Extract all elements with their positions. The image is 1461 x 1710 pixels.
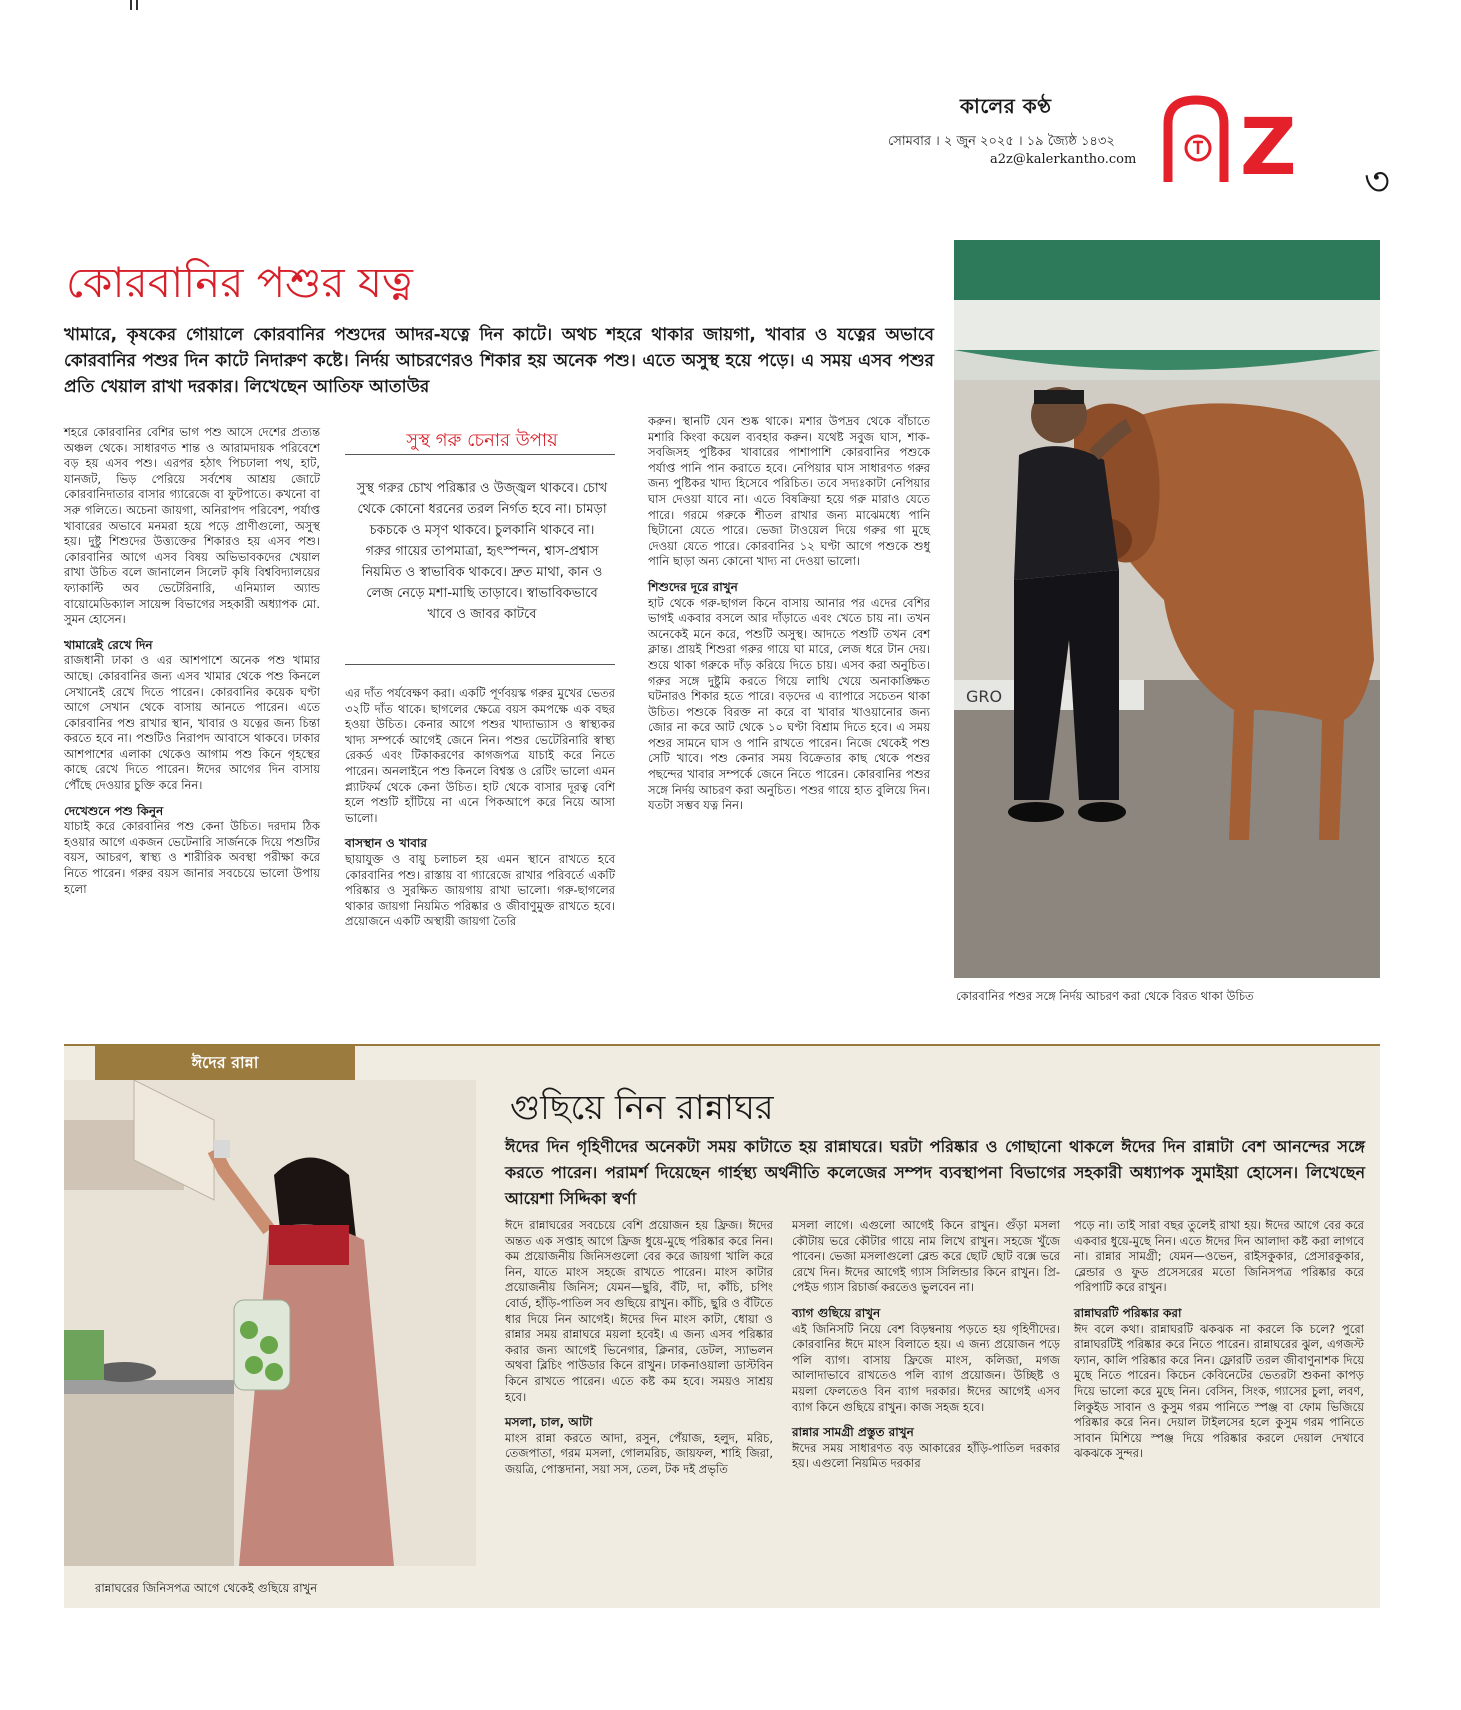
cow-photo-caption: কোরবানির পশুর সঙ্গে নির্দয় আচরণ করা থেকে বিরত থাকা উচিত <box>956 989 1254 1003</box>
article2-intro-text: ঈদের দিন গৃহিণীদের অনেকটা সময় কাটাতে হয় রান্নাঘরে। ঘরটা পরিষ্কার ও গোছানো থাকলে ঈদের দিন রান্নাটা বেশ আনন্দের সঙ্গে করতে পারেন। পরামর্শ দিয়েছেন গার্হস্থ্য অর্থনীতি কলেজের সম্পদ ব্যবস্থাপনা বিভাগের সহকারী অধ্যাপক <box>505 1137 1365 1182</box>
sidebar-box-text: সুস্থ গরুর চোখ পরিষ্কার ও উজ্জ্বল থাকবে। চোখ থেকে কোনো ধরনের তরল নির্গত হবে না। চামড়া চকচকে ও মসৃণ থাকবে। চুলকানি থাকবে না। গরুর গায়ের তাপমাত্রা, হৃৎস্পন্দন, শ্বাস-প্রশ্বাস নিয়মিত ও স্বাভাবিক থাকবে। দ্রুত মাথা, কান ও লেজ নেড়ে মশা-মাছি তাড়াবে। স্বাভাবিকভাবে খাবে ও জাবর কাটবে <box>356 481 608 622</box>
article1-col3-subhead1: শিশুদের দূরে রাখুন <box>648 579 738 594</box>
article2-writer-prefix: । লিখেছেন <box>1292 1163 1366 1182</box>
article2-col1-subhead1: মসলা, চাল, আটা <box>505 1415 593 1430</box>
article2-col2-para3: ঈদের সময় সাধারণত বড় আকারের হাঁড়ি-পাতিল দরকার হয়। এগুলো নিয়মিত দরকার <box>792 1440 1060 1471</box>
article2-col1-para1: ঈদে রান্নাঘরের সবচেয়ে বেশি প্রয়োজন হয় ফ্রিজ। ঈদের অন্তত এক সপ্তাহ আগে ফ্রিজ ধুয়ে-মুছে পরিষ্কার করে নিন। কম প্রয়োজনীয় জিনিসগুলো বের করে জায়গা খালি করে নিন, যাতে মাংস সহজে রাখতে পারেন। মাংস কাটার প্রয়োজনীয় জিনিস; যেমন—ছুরি, বঁটি, দা, কাঁচি, চপিং বোর্ড, হাঁড়ি-পাতিল সব গুছিয়ে রাখুন। কাঁচি, ছুরি ও বঁটিতে ধার দিয়ে নিন আগেই। ঈদের দিন মাংস কাটা, ধোয়া ও রান্নার সময় রান্নাঘরে ময়লা হবেই। এ জন্য এসব পরিষ্কার করার জন্য আগেই ভিনেগার, ক্লিনার, ডেটল, স্যাভলন অথবা ব্লিচিং পাউডার কিনে রাখুন। ঢাকনাওয়ালা ডাস্টবিন কিনে রাখতে পারেন। এতে কষ্ট কম হবে। সময়ও সাশ্রয় হবে। <box>505 1218 773 1404</box>
article1-col3-para1: করুন। স্থানটি যেন শুষ্ক থাকে। মশার উপদ্রব থেকে বাঁচাতে মশারি কিংবা কয়েল ব্যবহার করুন। যথেষ্ট সবুজ ঘাস, শাক-সবজিসহ পুষ্টিকর খাবারের পাশাপাশি কোরবানির পশুকে পর্যাপ্ত পানি পান করাতে হবে। নেপিয়ার ঘাস সাধারণত গরুর জন্য পুষ্টিকর খাদ্য হিসেবে পরিচিত। তবে সদ্যঃকাটা নেপিয়ার ঘাস দেওয়া যাবে না। এতে বিষক্রিয়া হয়ে গরু মারাও যেতে পারে। গরমে গরুকে শীতল রাখার জন্য মাঝেমধ্যে পানি ছিটানো যেতে পারে। ভেজা টাওয়েল দিয়ে গরুর গা মুছে দেওয়া যেতে পারে। কোরবানির ১২ ঘণ্টা আগে পশুকে শুধু পানি ছাড়া অন্য কোনো খাদ্য না দেওয়া ভালো। <box>648 414 930 569</box>
top-margin-mark <box>130 0 138 10</box>
article1-col1-subhead2: দেখেশুনে পশু কিনুন <box>64 803 164 818</box>
article1-column-3 <box>648 414 930 814</box>
article1-col2-para2: ছায়াযুক্ত ও বায়ু চলাচল হয় এমন স্থানে রাখতে হবে কোরবানির পশু। রাস্তায় বা গ্যারেজে রাখার পরিবর্তে একটি পরিষ্কার ও সুরক্ষিত জায়গায় রাখা ভালো। গরু-ছাগলের থাকার জায়গা নিয়মিত পরিষ্কার ও জীবাণুমুক্ত রাখতে হবে। প্রয়োজনে একটি অস্থায়ী জায়গা তৈরি <box>345 851 615 929</box>
article1-col1-para2: রাজধানী ঢাকা ও এর আশপাশে অনেক পশু খামার আছে। কোরবানির জন্য এসব খামার থেকে পশু কিনলে সেখানেই রেখে দিতে পারেন। কোরবানির কয়েক ঘণ্টা আগে সেখান থেকে বাসায় আনতে পারেন। এতে কোরবানির পশু রাখার স্থান, খাবার ও যত্নের জন্য চিন্তা করতে হবে না। পশুটিও নিরাপদ আবাসে থাকবে। ঢাকার আশপাশের এলাকা থেকেও আগাম পশু কিনে গৃহস্থের কাছে রেখে দিতে পারেন। ঈদের আগের দিন বাসায় পৌঁছে দেওয়ার চুক্তি করে নিন। <box>64 653 320 793</box>
sidebar-box-top-rule <box>345 454 615 455</box>
article1-col1-para1: শহরে কোরবানির বেশির ভাগ পশু আসে দেশের প্রত্যন্ত অঞ্চল থেকে। সাধারণত শান্ত ও আরামদায়ক পরিবেশে বড় হয় এসব পশু। এরপর হঠাৎ পিচঢালা পথ, হাট, যানজট, ভিড় পেরিয়ে সর্বশেষ আশ্রয় জোটে কোরবানিদাতার বাসার গ্যারেজে বা ফুটপাতে। কখনো বা সরু গলিতে। অচেনা জায়গা, অনিরাপদ পরিবেশ, পর্যাপ্ত খাবারের অভাবে মনমরা হয়ে পড়ে প্রাণীগুলো, অসুস্থ হয়। দুষ্টু শিশুদের উত্ত্যক্তের শিকারও হয় এসব পশু। কোরবানির আগে এসব বিষয় অভিভাবকদের খেয়াল রাখা উচিত বলে জানালেন সিলেট কৃষি বিশ্ববিদ্যালয়ের ফ্যাকাল্টি অব ভেটেরিনারি, এনিম্যাল অ্যান্ড বায়োমেডিক্যাল সায়েন্স বিভাগের সহকারী অধ্যাপক মো. সুমন হোসেন। <box>64 425 320 627</box>
banner-text: GRO <box>966 687 1003 706</box>
article1-column-1 <box>64 425 320 897</box>
article1-col1-para3: যাচাই করে কোরবানির পশু কেনা উচিত। দরদাম ঠিক হওয়ার আগে একজন ভেটেনারি সার্জনকে দিয়ে পশুটির বয়স, আচরণ, স্বাস্থ্য ও শারীরিক অবস্থা পরীক্ষা করে নিতে পারেন। গরুর বয়স জানার সবচেয়ে ভালো উপায় হলো <box>64 819 320 896</box>
article2-col2-subhead2: রান্নার সামগ্রী প্রস্তুত রাখুন <box>792 1425 914 1440</box>
kitchen-photo <box>64 1080 476 1566</box>
article1-intro-text: খামারে, কৃষকের গোয়ালে কোরবানির পশুদের আদর-যত্নে দিন কাটে। অথচ শহরে থাকার জায়গা, খাবার ও যত্নের অভাবে কোরবানির পশুর দিন কাটে নিদারুণ কষ্টে। নির্দয় আচরণেরও শিকার হয় অনেক পশু। এতে অসুস্থ হয়ে পড়ে। এ সময় এসব পশুর প্রতি খেয়াল রাখা দরকার। লিখেছেন <box>64 325 934 397</box>
a2z-logo-icon <box>1160 94 1232 184</box>
article2-intro <box>505 1134 1365 1212</box>
cow-photo <box>954 240 1380 978</box>
article1-col3-para2: হাট থেকে গরু-ছাগল কিনে বাসায় আনার পর এদের বেশির ভাগই একবার বসলে আর দাঁড়াতে এবং খেতে চায় না। তখন অনেকেই মনে করে, পশুটি অসুস্থ। আদতে পশুটি তখন বেশ ক্লান্ত। প্রায়ই শিশুরা গরুর গায়ে ঘা মারে, লেজ ধরে টান দেয়। শুয়ে থাকা গরুকে দাঁড় করিয়ে দিতে চায়। এসব করা অনুচিত। গরুর সঙ্গে দুষ্টুমি করতে গিয়ে লাথি খেয়ে অনাকাঙ্ক্ষিত ঘটনারও শিকার হতে পারে। বড়দের এ ব্যাপারে সচেতন থাকা উচিত। পশুকে বিরক্ত না করে বা খাবার খাওয়ানোর জন্য জোর না করে আট থেকে ১০ ঘণ্টা বিশ্রাম দিতে হবে। এ সময় পশুর সামনে ঘাস ও পানি রাখতে পারেন। নিজে থেকেই পশু সেটি খাবে। পশু কেনার সময় বিক্রেতার কাছ থেকে পশুর পছন্দের খাবার সম্পর্কে জেনে নিতে পারেন। কোরবানির পশুর সঙ্গে নির্দয় আচরণ করা অনুচিত। পশুর গায়ে হাত বুলিয়ে দিন। যতটা সম্ভব যত্ন নিন। <box>648 595 930 813</box>
article2-col3-para2: ঈদ বলে কথা। রান্নাঘরটি ঝকঝক না করলে কি চলে? পুরো রান্নাঘরটিই পরিষ্কার করে নিতে পারেন। রান্নাঘরের ঝুল, এগজস্ট ফ্যান, কালি পরিষ্কার করে নিন। ফ্লোরটি তরল জীবাণুনাশক দিয়ে মুছে নিতে পারেন। কিচেন কেবিনেটের ভেতরটা শুকনা কাপড় দিয়ে ভালো করে মুছে নিন। বেসিন, সিংক, গ্যাসের চুলা, লবণ, লিকুইড সাবান ও কুসুম গরম পানিতে স্পঞ্জ বা ফোম ভিজিয়ে পরিষ্কার করে নিন। দেয়াল টাইলসের হলে কুসুম গরম পানিতে সাবান মিশিয়ে স্পঞ্জ দিয়ে পরিষ্কার করলে দেয়াল দেখাবে ঝকঝকে সুন্দর। <box>1074 1321 1364 1461</box>
sidebar-box-bottom-rule <box>345 664 615 665</box>
article2-column-2 <box>792 1218 1060 1472</box>
email-address: a2z@kalerkantho.com <box>990 152 1137 167</box>
section-tag: ঈদের রান্না <box>95 1046 355 1080</box>
article2-headline: গুছিয়ে নিন রান্নাঘর <box>510 1088 774 1128</box>
cow-illustration-icon <box>954 240 1380 978</box>
article2-col2-para2: এই জিনিসটি নিয়ে বেশ বিড়ম্বনায় পড়তে হয় গৃহিণীদের। কোরবানির ঈদে মাংস বিলাতে হয়। এ জন্য প্রয়োজন পড়ে পলি ব্যাগ। বাসায় ফ্রিজে মাংস, কলিজা, মগজ আলাদাভাবে রাখতেও পলি ব্যাগ প্রয়োজন। উচ্ছিষ্ট ও ময়লা ফেলতেও বিন ব্যাগ দরকার। ঈদের আগেই এসব ব্যাগ কিনে গুছিয়ে রাখুন। কাজ সহজ হবে। <box>792 1321 1060 1414</box>
article2-col3-para1: পড়ে না। তাই সারা বছর তুলেই রাখা হয়। ঈদের আগে বের করে একবার ধুয়ে-মুছে নিন। এতে ঈদের দিন আলাদা কষ্ট করা লাগবে না। রান্নার সামগ্রী; যেমন—ওভেন, রাইসকুকার, প্রেসারকুকার, ব্লেন্ডার ও ফুড প্রসেসরের মতো জিনিসপত্র পরিষ্কার করে পরিপাটি করে রাখুন। <box>1074 1218 1364 1295</box>
article1-byline: আতিফ আতাউর <box>313 377 430 397</box>
article1-column-2 <box>345 686 615 930</box>
article2-column-1 <box>505 1218 773 1478</box>
article1-col2-subhead1: বাসস্থান ও খাবার <box>345 836 427 851</box>
kitchen-illustration-icon <box>64 1080 476 1566</box>
article2-col2-para1: মসলা লাগে। এগুলো আগেই কিনে রাখুন। গুঁড়া মসলা কৌটায় ভরে কৌটার গায়ে নাম লিখে রাখুন। সহজে খুঁজে পাবেন। ভেজা মসলাগুলো ব্লেন্ড করে ছোট ছোট বক্সে ভরে রেখে দিন। ঈদের আগেই গ্যাস সিলিন্ডার কিনে রাখুন। প্রি-পেইড গ্যাস রিচার্জ করতেও ভুলবেন না। <box>792 1218 1060 1295</box>
article2-expert: সুমাইয়া হোসেন <box>1191 1163 1293 1182</box>
sidebar-box-title: সুস্থ গরু চেনার উপায় <box>406 430 558 451</box>
page-number: ৩ <box>1364 159 1391 205</box>
kitchen-photo-caption: রান্নাঘরের জিনিসপত্র আগে থেকেই গুছিয়ে রাখুন <box>95 1581 318 1595</box>
article1-headline: কোরবানির পশুর যত্ন <box>66 258 413 307</box>
dateline: সোমবার । ২ জুন ২০২৫ । ১৯ জ্যৈষ্ঠ ১৪৩২ <box>888 134 1115 149</box>
article2-col3-subhead1: রান্নাঘরটি পরিষ্কার করা <box>1074 1305 1182 1320</box>
article1-col2-para1: এর দাঁত পর্যবেক্ষণ করা। একটি পূর্ণবয়স্ক গরুর মুখের ভেতর ৩২টি দাঁত থাকে। ছাগলের ক্ষেত্রে বয়স কমপক্ষে এক বছর হওয়া উচিত। কেনার আগে পশুর খাদ্যাভ্যাস ও স্বাস্থ্যকর খাদ্য সম্পর্কে আগেই জেনে নিন। পশুর ভেটেরিনারি স্বাস্থ্য রেকর্ড এবং টিকাকরণের কাগজপত্র যাচাই করে নিতে পারেন। অনলাইনে পশু কিনলে বিশ্বস্ত ও রেটিং ভালো এমন প্ল্যাটফর্ম থেকে কেনা উচিত। হাট থেকে বাসার দূরত্ব বেশি হলে পশুটি হাঁটিয়ে না এনে পিকআপে করে নিয়ে আসা ভালো। <box>345 686 615 825</box>
logo-z-letter: Z <box>1240 103 1297 193</box>
article2-column-3 <box>1074 1218 1364 1462</box>
article1-intro <box>64 322 934 400</box>
article1-col1-subhead1: খামারেই রেখে দিন <box>64 637 153 652</box>
article2-writer: আয়েশা সিদ্দিকা স্বর্ণা <box>505 1189 637 1208</box>
brand-name: কালের কণ্ঠ <box>960 94 1052 118</box>
article2-col1-para2: মাংস রান্না করতে আদা, রসুন, পেঁয়াজ, হলুদ, মরিচ, তেজপাতা, গরম মসলা, গোলমরিচ, জায়ফল, শাহি জিরা, জয়ত্রি, পোস্তদানা, সয়া সস, তেল, টক দই প্রভৃতি <box>505 1430 773 1476</box>
article2-col2-subhead1: ব্যাগ গুছিয়ে রাখুন <box>792 1305 881 1320</box>
